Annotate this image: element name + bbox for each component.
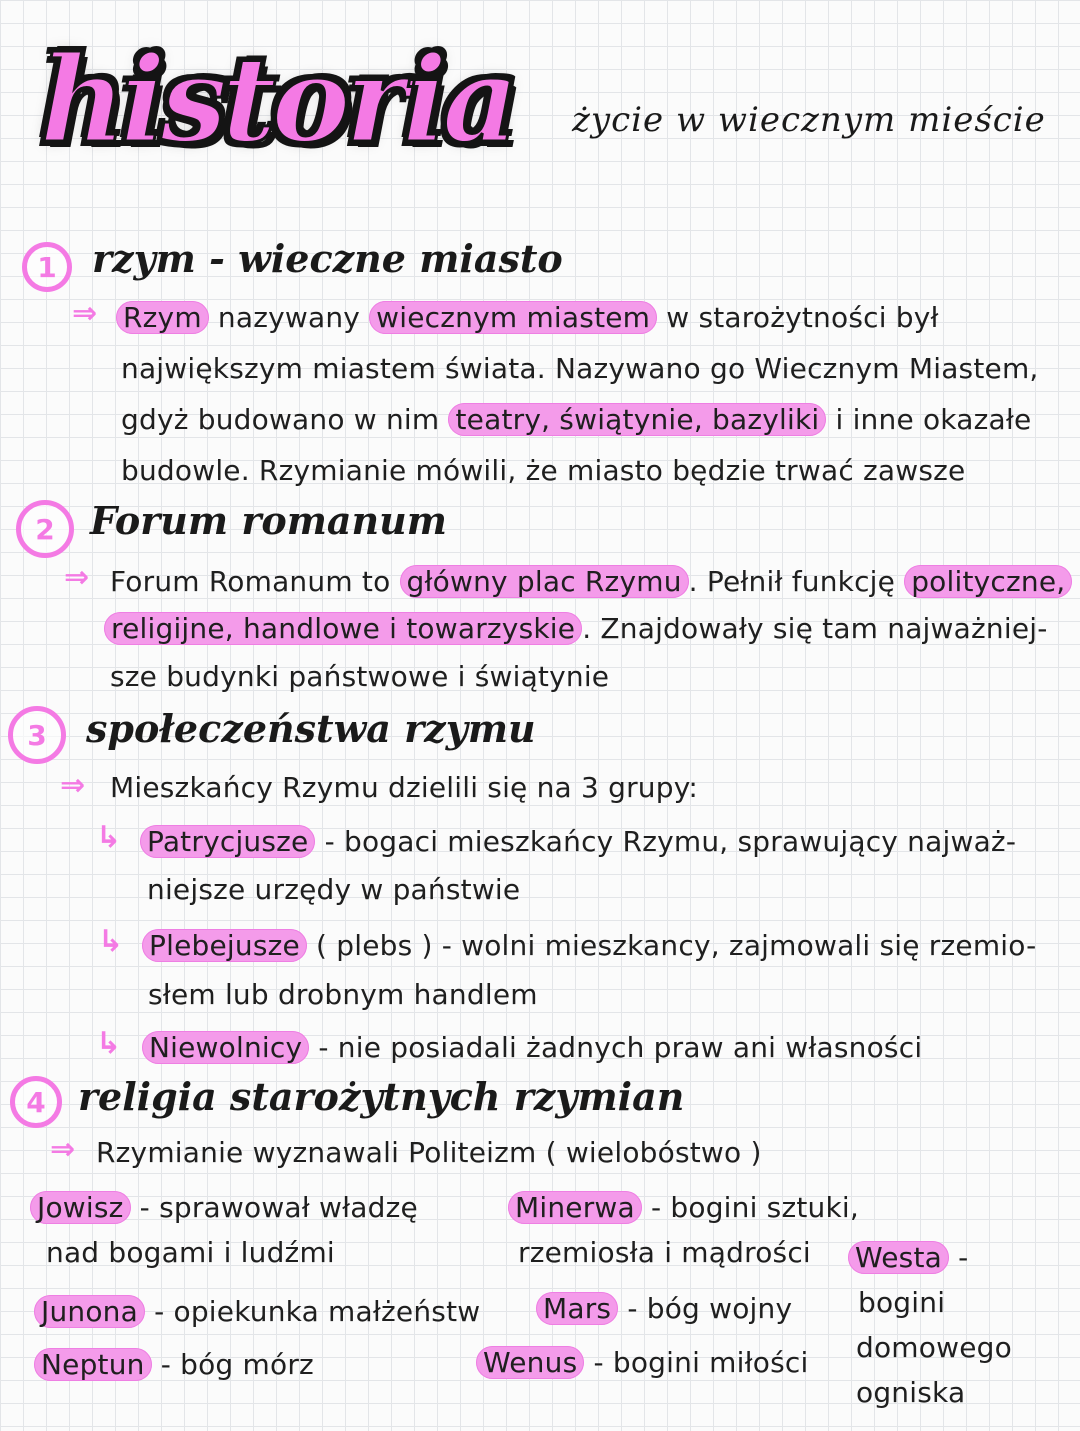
section-4-heading: religia starożytnych rzymian [78, 1074, 685, 1119]
section-3-number: 3 [8, 706, 66, 764]
section-2-line-2: religijne, handlowe i towarzyskie . Znajdowały się tam najważniej- [104, 603, 1048, 654]
group-plebejusze: Plebejusze ( plebs ) - wolni mieszkancy, zajmowali się rzemio- [142, 920, 1036, 971]
section-3-heading: społeczeństwa rzymu [86, 706, 536, 751]
god-westa-line-2: bogini [858, 1286, 946, 1319]
highlight-glowny-plac: główny plac Rzymu [400, 565, 689, 598]
highlight-niewolnicy: Niewolnicy [142, 1031, 309, 1064]
section-1-number: 1 [22, 242, 72, 292]
highlight-patrycjusze: Patrycjusze [140, 825, 315, 858]
arrow-icon: ⇒ [50, 1132, 76, 1167]
section-1-line-2: największym miastem świata. Nazywano go Wiecznym Miastem, [121, 352, 1039, 385]
god-minerwa-line-2: rzemiosła i mądrości [518, 1236, 811, 1269]
section-3-intro: Mieszkańcy Rzymu dzielili się na 3 grupy: [110, 771, 699, 804]
section-2-heading: Forum romanum [90, 498, 447, 543]
section-1-heading: rzym - wieczne miasto [92, 236, 563, 281]
god-jowisz: Jowisz - sprawował władzę [30, 1182, 418, 1233]
sub-arrow-icon: ↳ [96, 1026, 122, 1061]
group-plebejusze-line-2: słem lub drobnym handlem [148, 978, 538, 1011]
highlight-westa: Westa [848, 1241, 949, 1274]
highlight-religijne: religijne, handlowe i towarzyskie [104, 612, 582, 645]
section-1-line-1: Rzym nazywany wiecznym miastem w starożytności był [116, 292, 939, 343]
god-jowisz-line-2: nad bogami i ludźmi [46, 1236, 335, 1269]
page-title: historia [40, 30, 514, 169]
highlight-mars: Mars [536, 1292, 618, 1325]
section-2-number: 2 [16, 500, 74, 558]
section-4-number: 4 [10, 1076, 62, 1128]
highlight-teatry: teatry, świątynie, bazyliki [448, 403, 826, 436]
god-westa: Westa - [848, 1232, 968, 1283]
page-subtitle: życie w wiecznym mieście [572, 100, 1046, 140]
sub-arrow-icon: ↳ [98, 924, 124, 959]
sub-arrow-icon: ↳ [96, 820, 122, 855]
section-1-line-3: gdyż budowano w nim teatry, świątynie, bazyliki i inne okazałe [121, 403, 1032, 436]
group-niewolnicy: Niewolnicy - nie posiadali żadnych praw ani własności [142, 1022, 922, 1073]
highlight-junona: Junona [34, 1295, 145, 1328]
god-westa-line-3: domowego [856, 1331, 1012, 1364]
highlight-rzym: Rzym [116, 301, 209, 334]
god-westa-line-4: ogniska [856, 1376, 966, 1409]
section-2-line-3: sze budynki państwowe i świątynie [110, 660, 610, 693]
arrow-icon: ⇒ [72, 296, 98, 331]
highlight-polityczne: polityczne, [904, 565, 1072, 598]
god-mars: Mars - bóg wojny [536, 1283, 792, 1334]
section-2-line-1: Forum Romanum to główny plac Rzymu . Pełnił funkcję polityczne, [110, 556, 1072, 607]
god-neptun: Neptun - bóg mórz [34, 1339, 314, 1390]
god-junona: Junona - opiekunka małżeństw [34, 1286, 480, 1337]
highlight-wiecznym-miastem: wiecznym miastem [369, 301, 657, 334]
god-wenus: Wenus - bogini miłości [476, 1337, 808, 1388]
highlight-wenus: Wenus [476, 1346, 584, 1379]
section-4-intro: Rzymianie wyznawali Politeizm ( wielobóstwo ) [96, 1136, 762, 1169]
god-minerwa: Minerwa - bogini sztuki, [508, 1182, 859, 1233]
highlight-neptun: Neptun [34, 1348, 152, 1381]
section-1-line-4: budowle. Rzymianie mówili, że miasto będzie trwać zawsze [121, 454, 966, 487]
group-patrycjusze-line-2: niejsze urzędy w państwie [147, 873, 521, 906]
highlight-plebejusze: Plebejusze [142, 929, 307, 962]
highlight-minerwa: Minerwa [508, 1191, 642, 1224]
highlight-jowisz: Jowisz [30, 1191, 131, 1224]
arrow-icon: ⇒ [60, 768, 86, 803]
group-patrycjusze: Patrycjusze - bogaci mieszkańcy Rzymu, sprawujący najważ- [140, 816, 1016, 867]
arrow-icon: ⇒ [64, 560, 90, 595]
